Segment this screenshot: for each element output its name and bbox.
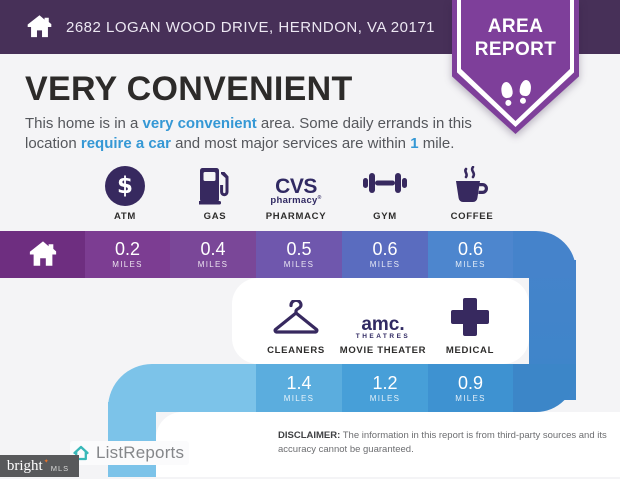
summary-paragraph: This home is in a very convenient area. Some daily errands in this location require a car and most major services are within 1 mile. — [25, 115, 472, 152]
amc-logo: amc. THEATRES — [355, 314, 411, 340]
page-title: VERY CONVENIENT — [25, 70, 353, 108]
gas-pump-icon — [199, 166, 231, 206]
highlight-one-mile: 1 — [410, 135, 419, 152]
bright-mls-mark: ✦ — [43, 458, 49, 465]
place-atm: $ ATM — [79, 160, 171, 222]
badge-title: AREA REPORT — [474, 16, 557, 60]
property-address: 2682 LOGAN WOOD DRIVE, HERNDON, VA 20171 — [66, 18, 436, 36]
band-corner-top-right — [513, 231, 576, 278]
band-corner-bottom-right — [513, 364, 576, 412]
band-home-cell — [0, 231, 85, 278]
bright-mls-logo: bright ✦ MLS — [0, 455, 79, 477]
distance-gym: 0.6 MILES — [342, 231, 428, 278]
distance-pharmacy: 0.5 MILES — [256, 231, 342, 278]
ribbon-tail — [108, 402, 156, 477]
disclaimer-text: DISCLAIMER: The information in this report is from third-party sources and its accuracy cannot be guaranteed. — [278, 430, 607, 455]
distance-band-row1 — [0, 231, 576, 278]
home-icon — [28, 241, 58, 268]
distance-gas: 0.4 MILES — [170, 231, 256, 278]
distance-cleaners: 1.4 MILES — [256, 364, 342, 412]
distance-movie-theater: 1.2 MILES — [342, 364, 428, 412]
place-medical: MEDICAL — [424, 294, 516, 356]
disclaimer-card — [156, 412, 620, 477]
atm-icon: $ — [105, 166, 145, 206]
place-coffee: COFFEE — [426, 160, 518, 222]
dumbbell-icon — [362, 170, 408, 196]
place-movie-theater: amc. THEATRES MOVIE THEATER — [337, 294, 429, 356]
home-icon — [26, 15, 53, 39]
medical-cross-icon — [451, 298, 489, 336]
distance-coffee: 0.6 MILES — [428, 231, 513, 278]
cvs-logo: CVS pharmacy® — [270, 174, 322, 206]
place-pharmacy: CVS pharmacy® PHARMACY — [250, 160, 342, 222]
footprints-icon — [452, 80, 579, 96]
distance-medical: 0.9 MILES — [428, 364, 513, 412]
distance-atm: 0.2 MILES — [85, 231, 170, 278]
highlight-very-convenient: very convenient — [142, 115, 257, 132]
highlight-require-a-car: require a car — [80, 135, 171, 152]
place-gym: GYM — [339, 160, 431, 222]
place-gas: GAS — [169, 160, 261, 222]
hanger-icon — [272, 300, 320, 334]
distance-band-row2 — [108, 364, 576, 412]
listreports-logo: ListReports — [70, 441, 189, 465]
area-report-badge — [452, 0, 579, 134]
coffee-cup-icon — [453, 166, 491, 206]
place-cleaners: CLEANERS — [250, 294, 342, 356]
